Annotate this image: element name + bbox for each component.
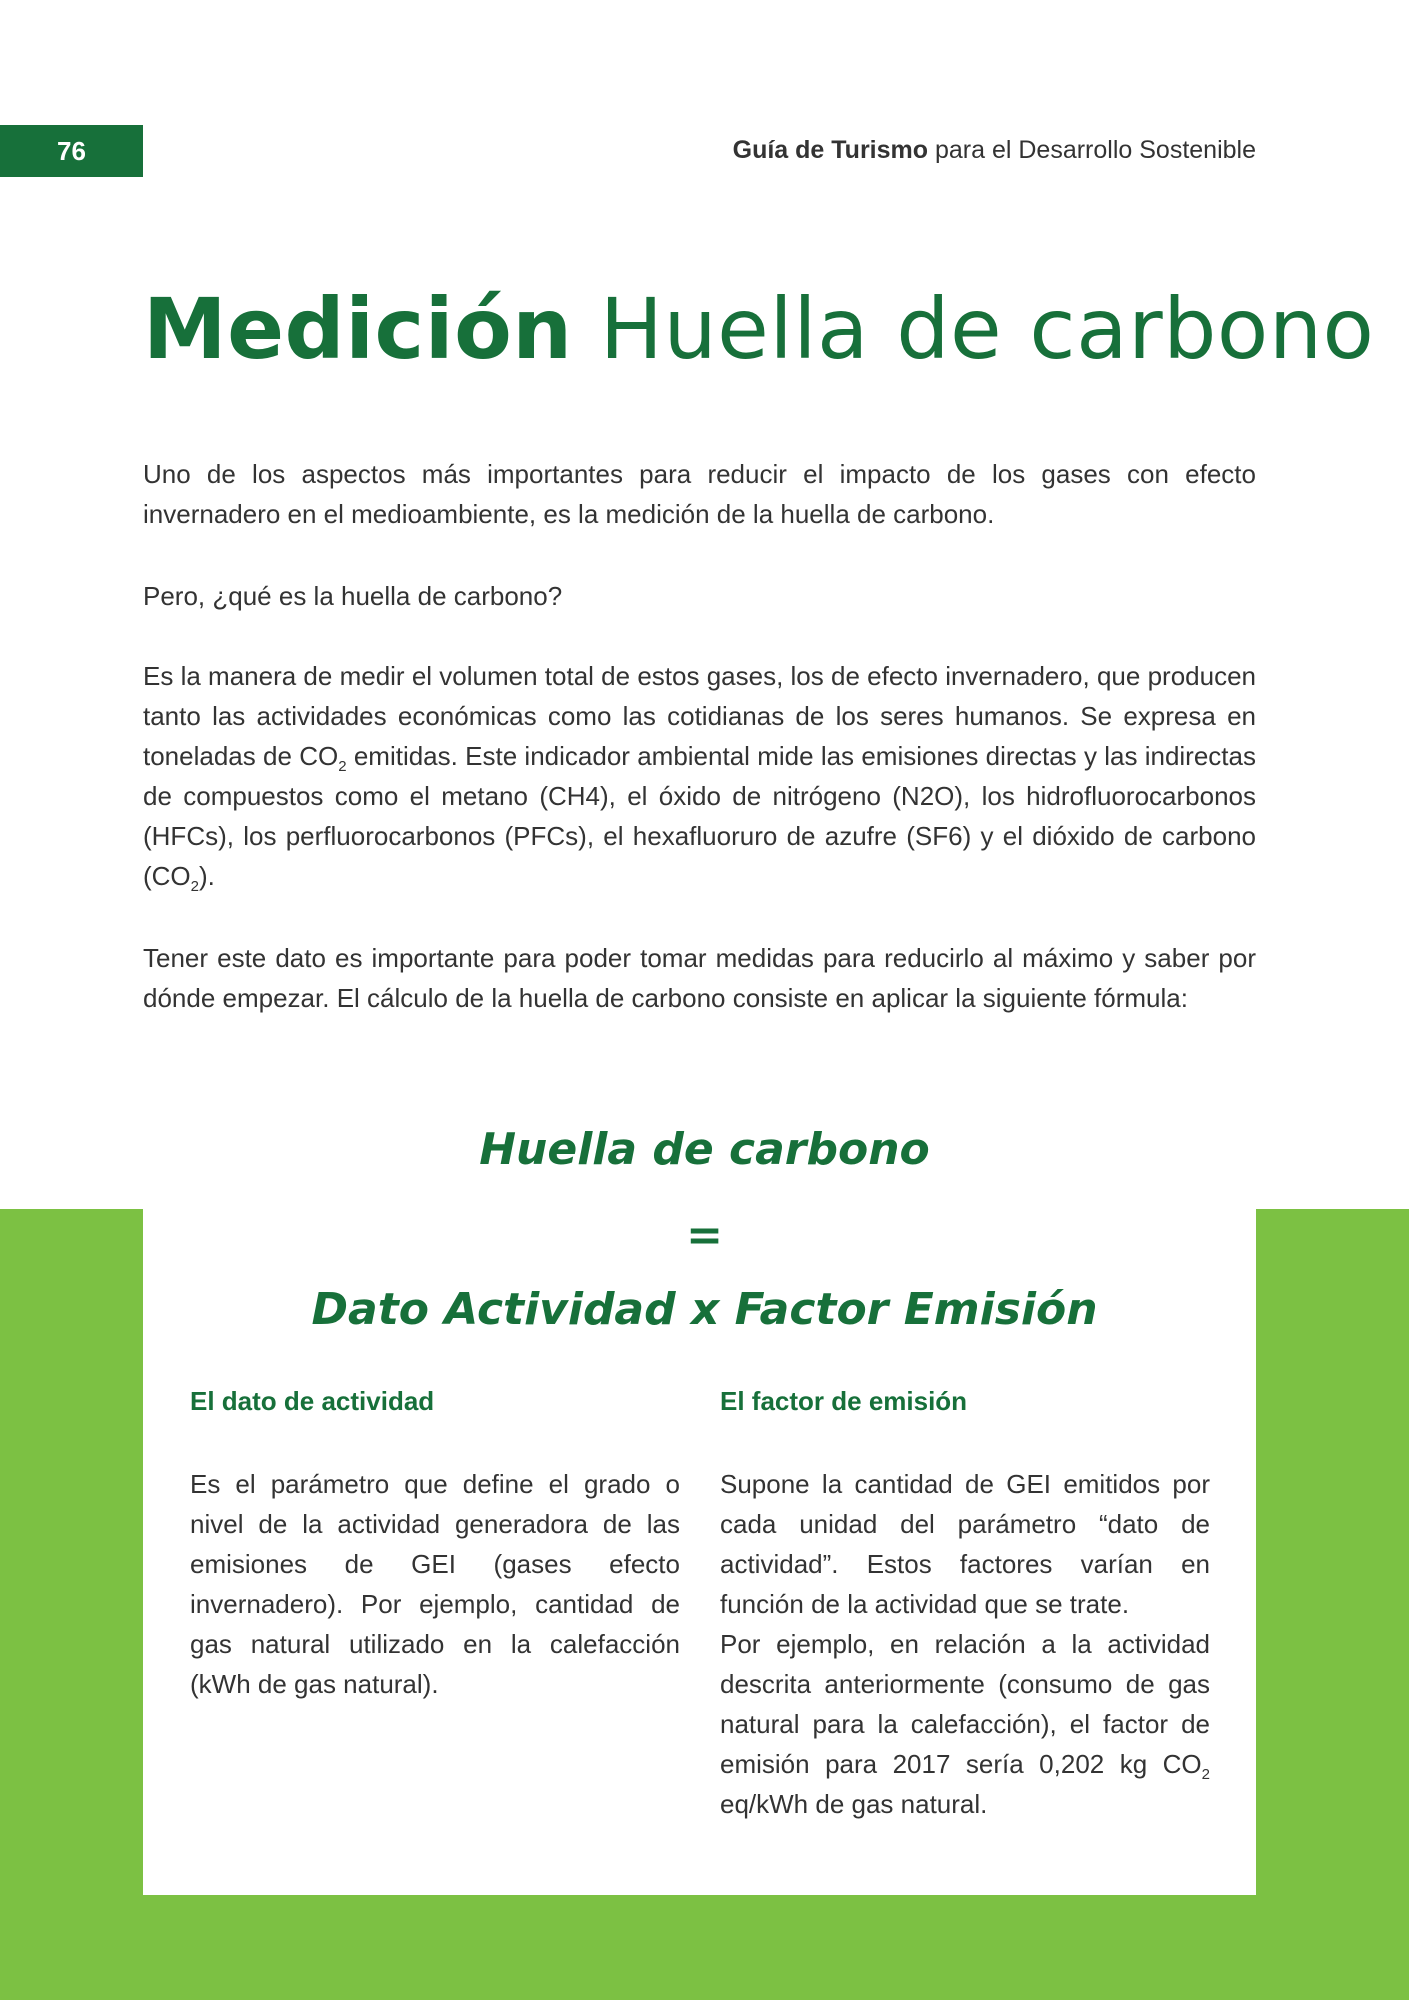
emission-factor-text-2 bbox=[720, 1624, 1210, 1824]
intro-paragraph-2: Pero, ¿qué es la huella de carbono? bbox=[143, 581, 563, 611]
page-title bbox=[143, 280, 1374, 378]
emission-factor-subscript: 2 bbox=[1201, 1766, 1210, 1783]
running-header bbox=[733, 136, 1256, 165]
guide-title-rest: para el Desarrollo Sostenible bbox=[928, 136, 1256, 164]
p3-subscript-b: 2 bbox=[190, 878, 200, 895]
page-title-bold: Medición bbox=[143, 280, 573, 378]
intro-paragraph-3 bbox=[143, 656, 1256, 896]
emission-factor-text-2a: Por ejemplo, en relación a la actividad descrita anteriormente (consumo de gas natural para la calefacción), el factor de emisión para 2017 sería 0,202 kg CO bbox=[720, 1629, 1210, 1779]
emission-factor-text-1: Supone la cantidad de GEI emitidos por cada unidad del parámetro “dato de actividad”. Estos factores varían en función de la actividad que se trate. bbox=[720, 1469, 1210, 1619]
intro-paragraph-1: Uno de los aspectos más importantes para reducir el impacto de los gases con efecto invernadero en el medioambiente, es la medición de la huella de carbono. bbox=[143, 459, 1256, 529]
emission-factor-text-2b: eq/kWh de gas natural. bbox=[720, 1789, 988, 1819]
guide-title-bold: Guía de Turismo bbox=[732, 136, 929, 164]
page-title-light: Huella de carbono bbox=[572, 280, 1375, 378]
formula-expression: Dato Actividad x Factor Emisión bbox=[311, 1284, 1098, 1335]
activity-data-heading: El dato de actividad bbox=[190, 1386, 435, 1416]
p3-text-a: Es la manera de medir el volumen total de estos gases, los de efecto invernadero, que producen tanto las actividades económicas como las cotidianas de los seres humanos. Se expresa en toneladas de CO bbox=[143, 661, 1256, 771]
formula-result: Huella de carbono bbox=[479, 1124, 930, 1175]
intro-paragraph-4: Tener este dato es importante para poder tomar medidas para reducirlo al máximo y saber por dónde empezar. El cálculo de la huella de carbono consiste en aplicar la siguiente fórmula: bbox=[143, 943, 1256, 1013]
p3-text-c: ). bbox=[199, 861, 215, 891]
formula-equals: = bbox=[686, 1210, 723, 1261]
page-number: 76 bbox=[0, 125, 143, 177]
p3-text-b: emitidas. Este indicador ambiental mide las emisiones directas y las indirectas de compuestos como el metano (CH4), el óxido de nitrógeno (N2O), los hidrofluorocarbonos (HFCs), los perfluorocarbonos (PFCs), el hexafluoruro de azufre (SF6) y el dióxido de carbono (CO bbox=[143, 741, 1256, 891]
emission-factor-text bbox=[720, 1464, 1210, 1824]
activity-data-text: Es el parámetro que define el grado o nivel de la actividad generadora de las emisiones de GEI (gases efecto invernadero). Por ejemplo, cantidad de gas natural utilizado en la calefacción (kWh de gas natural). bbox=[190, 1469, 680, 1699]
p3-subscript-a: 2 bbox=[338, 758, 347, 775]
emission-factor-heading: El factor de emisión bbox=[720, 1386, 968, 1416]
